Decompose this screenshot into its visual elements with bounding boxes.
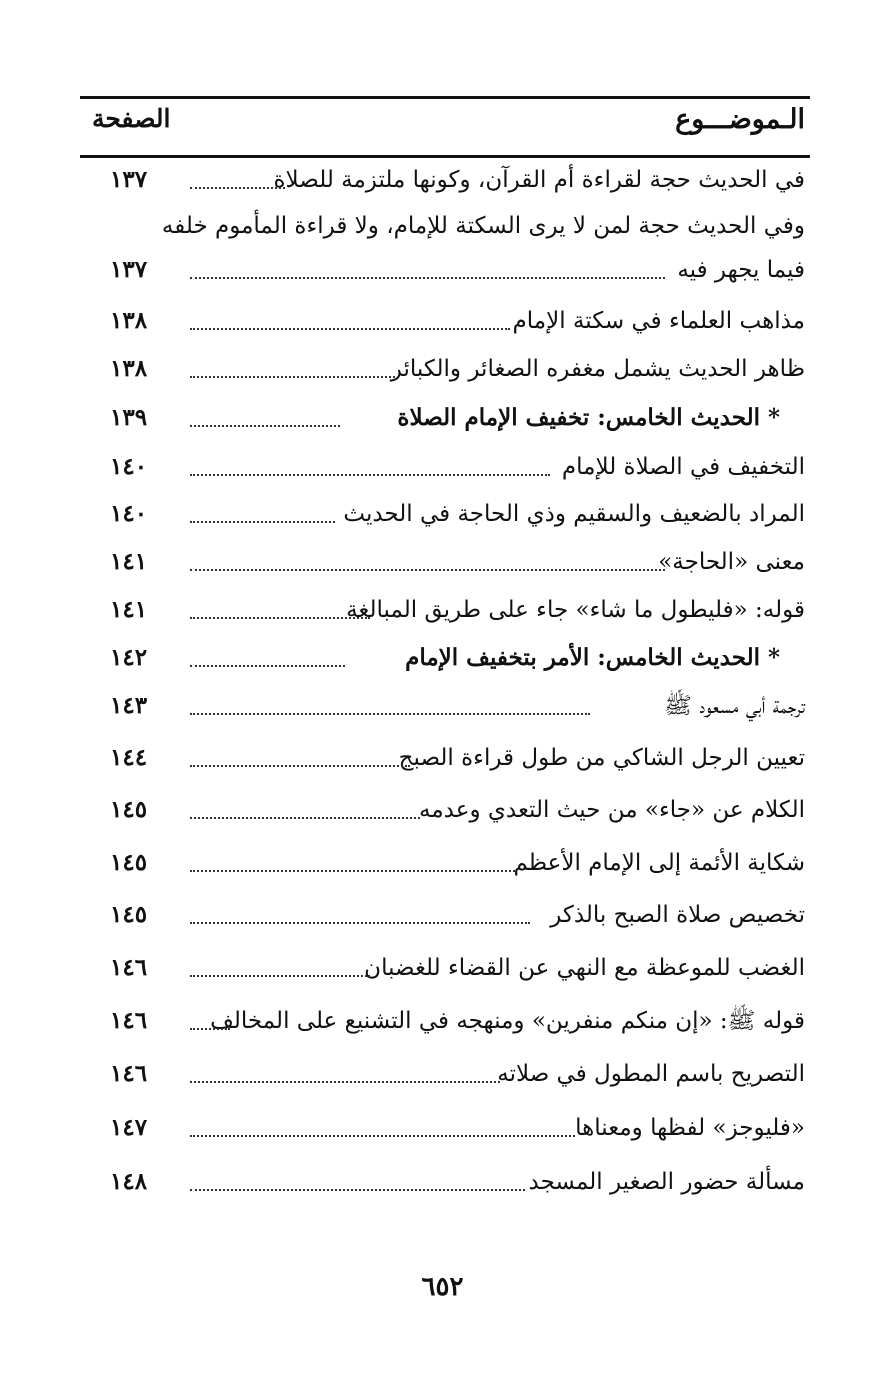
leader-dots	[190, 1189, 525, 1191]
toc-entry-page: ١٣٩	[110, 404, 148, 431]
toc-section-heading: * الحديث الخامس: تخفيف الإمام الصلاة	[397, 404, 780, 431]
leader-dots	[190, 922, 530, 924]
toc-entry-text: وفي الحديث حجة لمن لا يرى السكتة للإمام، ولا قراءة المأموم خلفه	[161, 213, 805, 239]
leader-dots	[190, 817, 420, 819]
toc-entry-page: ١٣٨	[110, 307, 148, 334]
toc-entry-page: ١٤٦	[110, 1060, 148, 1087]
toc-entry-page: ١٣٨	[110, 355, 148, 382]
toc-entry-page: ١٤٥	[110, 849, 148, 876]
leader-dots	[190, 1081, 500, 1083]
page-number: ٦٥٢	[421, 1272, 464, 1302]
leader-dots	[190, 975, 370, 977]
toc-entry-page: ١٤١	[110, 596, 148, 623]
toc-entry-page: ١٤٨	[110, 1168, 148, 1195]
leader-dots	[190, 765, 410, 767]
leader-dots	[190, 425, 340, 427]
toc-entry-text: قوله ﷺ: «إن منكم منفرين» ومنهجه في التشنيع على المخالف	[210, 1008, 805, 1034]
toc-section-heading: * الحديث الخامس: الأمر بتخفيف الإمام	[405, 644, 780, 671]
toc-entry-page: ١٤٧	[110, 1114, 148, 1141]
toc-entry-page: ١٣٧	[110, 256, 148, 283]
leader-dots	[190, 617, 370, 619]
toc-entry-page: ١٤١	[110, 548, 148, 575]
toc-entry-page: ١٤٠	[110, 453, 148, 480]
leader-dots	[190, 277, 665, 279]
leader-dots	[190, 328, 510, 330]
toc-entry-text: التخفيف في الصلاة للإمام	[561, 454, 805, 480]
leader-dots	[190, 474, 550, 476]
leader-dots	[190, 1028, 230, 1030]
toc-entry-text: مذاهب العلماء في سكتة الإمام	[512, 308, 805, 334]
toc-entry-page: ١٤٣	[110, 692, 148, 719]
toc-entry-text: التصريح باسم المطول في صلاته	[497, 1061, 805, 1087]
leader-dots	[190, 187, 285, 189]
toc-entry-text: ترجمة أبي مسعود ﷺ	[664, 693, 805, 719]
toc-entry-text: معنى «الحاجة»	[658, 549, 805, 575]
toc-entry-text: «فليوجز» لفظها ومعناها	[575, 1115, 805, 1141]
toc-entry-text: ظاهر الحديث يشمل مغفره الصغائر والكبائر	[390, 356, 805, 382]
leader-dots	[190, 569, 665, 571]
leader-dots	[190, 1135, 575, 1137]
toc-entry-page: ١٤٠	[110, 500, 148, 527]
toc-entry-text: المراد بالضعيف والسقيم وذي الحاجة في الحديث	[343, 501, 805, 527]
toc-entry-text: الغضب للموعظة مع النهي عن القضاء للغضبان	[364, 955, 805, 981]
toc-entry-page: ١٣٧	[110, 166, 148, 193]
toc-entry-page: ١٤٦	[110, 954, 148, 981]
header-rule	[80, 155, 810, 158]
topic-column-header: الـموضـــوع	[675, 104, 805, 135]
toc-entry-text: تخصيص صلاة الصبح بالذكر	[550, 902, 805, 928]
top-rule	[80, 96, 810, 99]
toc-entry-page: ١٤٢	[110, 644, 148, 671]
leader-dots	[190, 521, 335, 523]
toc-entry-text: الكلام عن «جاء» من حيث التعدي وعدمه	[419, 797, 805, 823]
leader-dots	[190, 713, 590, 715]
page-column-header: الصفحة	[92, 104, 171, 133]
toc-entry-page: ١٤٥	[110, 901, 148, 928]
toc-entry-page: ١٤٥	[110, 796, 148, 823]
toc-entry-text: مسألة حضور الصغير المسجد	[528, 1169, 805, 1195]
leader-dots	[190, 665, 345, 667]
toc-entry-text: قوله: «فليطول ما شاء» جاء على طريق المبالغة	[346, 597, 805, 623]
leader-dots	[190, 376, 395, 378]
toc-entry-text: في الحديث حجة لقراءة أم القرآن، وكونها ملتزمة للصلاة	[273, 167, 805, 193]
toc-entry-text: تعيين الرجل الشاكي من طول قراءة الصبح	[398, 745, 805, 771]
toc-entry-page: ١٤٦	[110, 1007, 148, 1034]
toc-entry-page: ١٤٤	[110, 744, 148, 771]
toc-entry-text-continued: فيما يجهر فيه	[677, 257, 805, 283]
toc-entry-text: شكاية الأئمة إلى الإمام الأعظم	[513, 850, 805, 876]
leader-dots	[190, 870, 515, 872]
